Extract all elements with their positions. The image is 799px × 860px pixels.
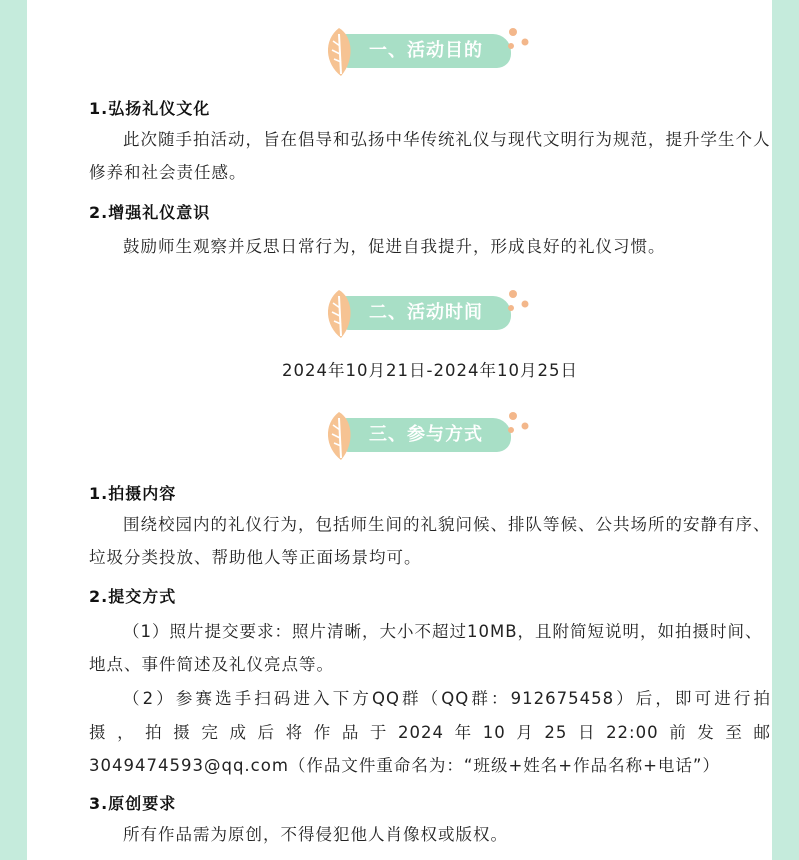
section-banner-purpose [319,24,539,80]
section-banner-time [319,286,539,342]
dots-decoration-icon [503,286,533,342]
paragraph-photo-requirements: （1）照片提交要求：照片清晰，大小不超过10MB，且附简短说明，如拍摄时间、地点、事件简述及礼仪亮点等。 [89,622,763,674]
section-title: 二、活动时间 [369,302,483,323]
paragraph-shooting-content: 围绕校园内的礼仪行为，包括师生间的礼貌问候、排队等候、公共场所的安静有序、垃圾分类投放、帮助他人等正面场景均可。 [89,515,771,567]
section-title: 一、活动目的 [369,40,483,61]
document-page [27,0,772,860]
paragraph-etiquette-awareness: 鼓励师生观察并反思日常行为，促进自我提升，形成良好的礼仪习惯。 [123,237,666,256]
dots-decoration-icon [503,24,533,80]
heading-promote-etiquette: 1.弘扬礼仪文化 [89,99,211,118]
paragraph-originality: 所有作品需为原创，不得侵犯他人肖像权或版权。 [123,825,508,844]
paragraph-submission-line-1: （2）参赛选手扫码进入下方QQ群（QQ群：912675458）后，即可进行拍 [123,689,771,708]
heading-shooting-content: 1.拍摄内容 [89,484,177,503]
section-title: 三、参与方式 [369,424,483,445]
activity-date-range: 2024年10月21日-2024年10月25日 [282,361,578,380]
heading-etiquette-awareness: 2.增强礼仪意识 [89,203,211,222]
heading-originality: 3.原创要求 [89,794,177,813]
paragraph-submission-line-3: 3049474593@qq.com（作品文件重命名为：“班级+姓名+作品名称+电话”） [89,756,720,775]
section-banner-participation [319,408,539,464]
paragraph-submission-line-2: 摄，拍摄完成后将作品于2024年10月25日22:00前发至邮 [89,723,771,742]
dots-decoration-icon [503,408,533,464]
paragraph-promote-etiquette: 此次随手拍活动，旨在倡导和弘扬中华传统礼仪与现代文明行为规范，提升学生个人修养和社会责任感。 [89,130,771,182]
heading-submission-method: 2.提交方式 [89,587,177,606]
